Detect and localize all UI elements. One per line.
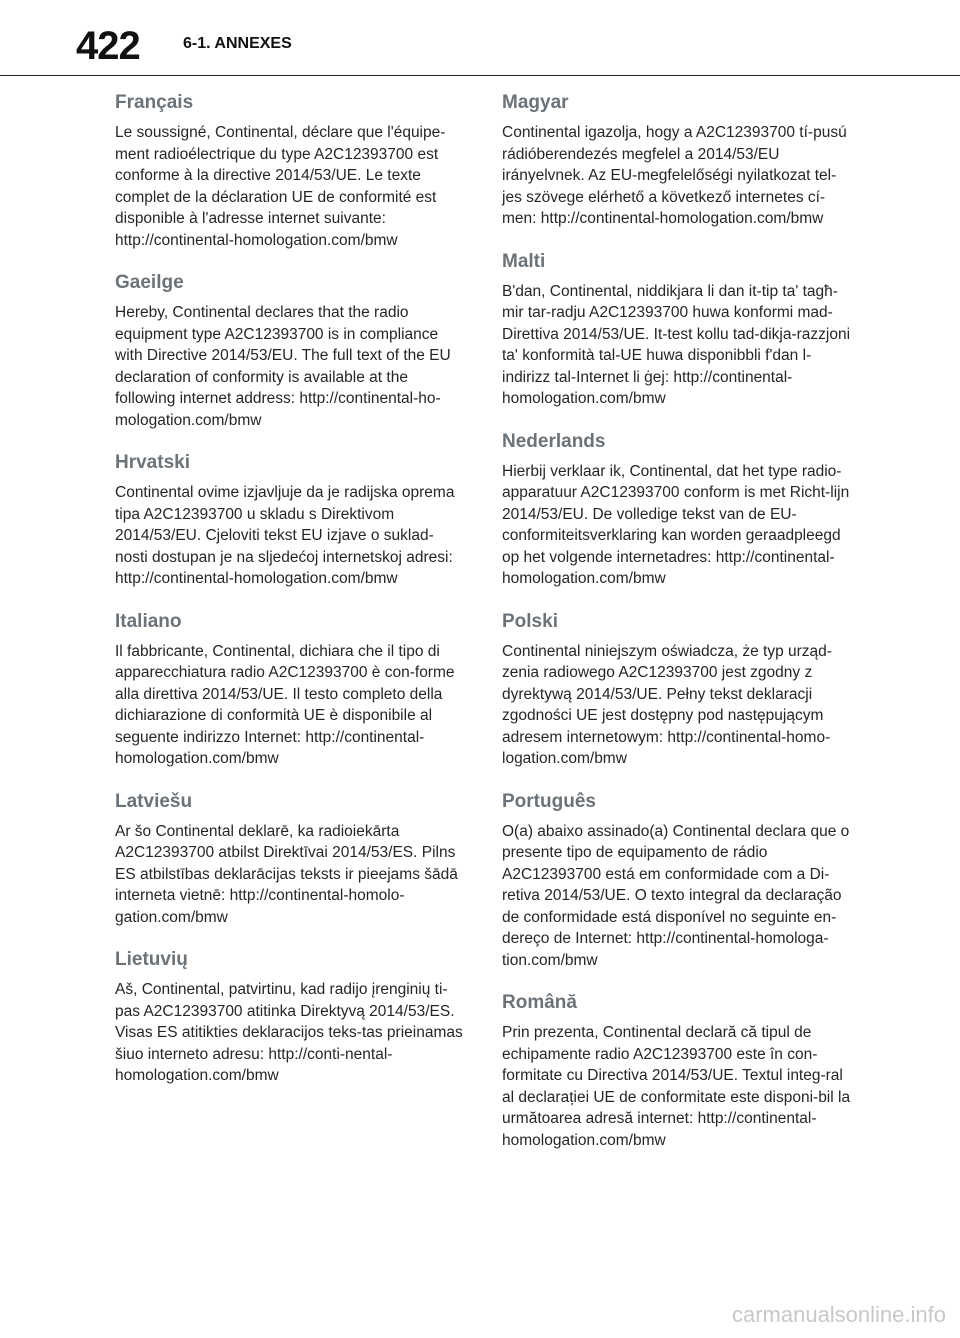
language-heading: Nederlands [502,430,606,452]
page-header [0,0,960,76]
language-block-maltese [502,249,852,410]
language-block-lithuanian [115,947,465,1087]
declaration-text: O(a) abaixo assinado(a) Continental declara que o presente tipo de equipamento de rádio A2C12393700 está em conformidade com a Di-retiva 2014/53/UE. O texto integral da declaração de conformidade está disponível no seguinte en-dereço de Internet: http://continental-homologa-tion.com/bmw [502,822,850,969]
section-title: 6-1. ANNEXES [183,35,292,52]
language-heading: Română [502,992,577,1013]
page-number: 422 [76,24,140,68]
declaration-text: Continental igazolja, hogy a A2C12393700 tí-pusú rádióberendezés megfelel a 2014/53/EU irányelvnek. Az EU-megfelelőségi nyilatkozat tel-jes szövege elérhető a következő internetes cí-men: http://continental-homologation.com/bmw [502,124,847,227]
language-block-hungarian [502,90,852,230]
language-heading: Hrvatski [115,452,190,473]
watermark: carmanualsonline.info [731,1302,946,1327]
language-heading: Gaeilge [115,272,184,293]
language-heading: Lietuvių [115,949,188,970]
header-rule [0,75,960,76]
declaration-text: Hereby, Continental declares that the radio equipment type A2C12393700 is in compliance with Directive 2014/53/EU. The full text of the EU declaration of conformity is available at the following internet address: http://continental-ho-mologation.com/bmw [115,304,451,429]
right-column [502,90,852,1170]
language-block-dutch [502,429,852,590]
language-heading: Latviešu [115,790,193,812]
language-block-romanian [502,990,852,1151]
declaration-text: Continental niniejszym oświadcza, że typ urząd-zenia radiowego A2C12393700 jest zgodny z dyrektywą 2014/53/UE. Pełny tekst deklaracji zgodności UE jest dostępny pod następującym adresem internetowym: http://continental-homo-logation.com/bmw [502,642,832,767]
language-heading: Italiano [115,610,182,632]
language-block-croatian [115,450,465,590]
declaration-text: Il fabbricante, Continental, dichiara che il tipo di apparecchiatura radio A2C12393700 è con-forme alla direttiva 2014/53/UE. Il testo completo della dichiarazione di conformità UE è disponibile al seguente indirizzo Internet: http://continental-homologation.com/bmw [115,642,455,767]
language-block-portuguese [502,789,852,972]
language-heading: Magyar [502,92,569,113]
language-heading: Français [115,92,194,113]
declaration-text: Ar šo Continental deklarē, ka radioiekārta A2C12393700 atbilst Direktīvai 2014/53/ES. Pilns ES atbilstības deklarācijas teksts ir pieejams šādā interneta vietnē: http://continental-homolo-gation.com/bmw [115,822,458,926]
language-block-french [115,90,465,251]
left-column [115,90,465,1106]
declaration-text: Prin prezenta, Continental declară că tipul de echipamente radio A2C12393700 este în con-formitate cu Directiva 2014/53/UE. Textul integ-ral al declarației UE de conformitate este disponi-bil la următoarea adresă internet: http://continental-homologation.com/bmw [502,1024,851,1149]
language-heading: Português [502,790,596,812]
declaration-text: Le soussigné, Continental, déclare que l'équipe-ment radioélectrique du type A2C12393700 est conforme à la directive 2014/53/UE. Le texte complet de la déclaration UE de conformité est disponible à l'adresse internet suivante: http://continental-homologation.com/bmw [115,124,446,249]
language-heading: Malti [502,250,546,272]
declaration-text: Continental ovime izjavljuje da je radijska oprema tipa A2C12393700 u skladu s Direktivom 2014/53/EU. Cjeloviti tekst EU izjave o suklad-nosti dostupan je na sljedećoj internetskoj adresi: http://continental-homologation.com/bmw [115,484,455,587]
language-heading: Polski [502,610,558,632]
declaration-text: B'dan, Continental, niddikjara li dan it-tip ta' tagħ-mir tar-radju A2C12393700 huwa konformi mad-Direttiva 2014/53/UE. It-test kollu tad-dikja-razzjoni ta' konformità tal-UE huwa disponibbli f'dan l-indirizz tal-Internet li ġej: http://continental-homologation.com/bmw [502,282,851,407]
declaration-text: Aš, Continental, patvirtinu, kad radijo įrenginių ti-pas A2C12393700 atitinka Direktyvą 2014/53/ES. Visas ES atitikties deklaracijos teks-tas prieinamas šiuo interneto adresu: http://conti-nental-homologation.com/bmw [115,981,463,1084]
language-block-polish [502,609,852,770]
language-block-latvian [115,789,465,929]
language-block-italian [115,609,465,770]
language-block-irish [115,270,465,431]
declaration-text: Hierbij verklaar ik, Continental, dat het type radio-apparatuur A2C12393700 conform is met Richt-lijn 2014/53/EU. De volledige tekst van de EU-conformiteitsverklaring kan worden geraadpleegd op het volgende internetadres: http://continental-homologation.com/bmw [502,462,850,587]
